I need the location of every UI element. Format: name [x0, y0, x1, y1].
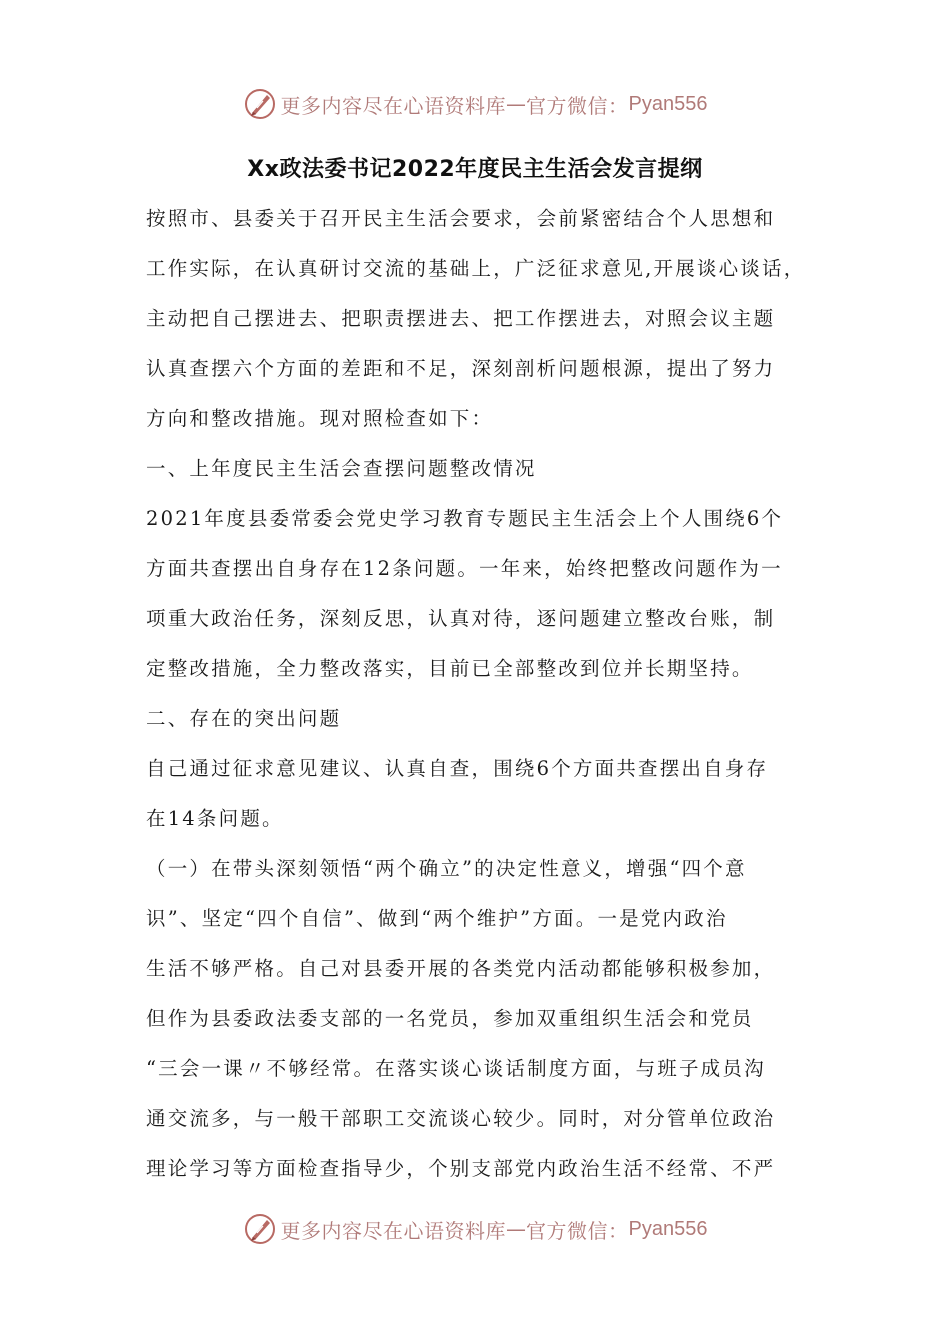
body-line: 主动把自己摆进去、把职责摆进去、把工作摆进去，对照会议主题: [146, 307, 776, 330]
document-title: Xx政法委书记2022年度民主生活会发言提纲: [247, 157, 703, 182]
section-heading: 二、存在的突出问题: [146, 707, 342, 730]
body-line: 识”、坚定“四个自信”、做到“两个维护”方面。一是党内政治: [146, 907, 728, 930]
body-line: 按照市、县委关于召开民主生活会要求，会前紧密结合个人思想和: [146, 207, 776, 230]
body-line: 方面共查摆出自身存在12条问题。一年来，始终把整改问题作为一: [146, 557, 783, 580]
quill-pen-icon: [243, 1212, 277, 1246]
body-line: 2021年度县委常委会党史学习教育专题民主生活会上个人围绕6个: [146, 507, 784, 530]
body-line: 在14条问题。: [146, 807, 284, 830]
banner-slogan: 更多内容尽在心语资料库: [280, 1218, 507, 1243]
banner-dash: —: [506, 1217, 527, 1241]
body-line: 认真查摆六个方面的差距和不足，深刻剖析问题根源，提出了努力: [146, 357, 776, 380]
header-watermark-banner: [0, 82, 950, 126]
body-line: 自己通过征求意见建议、认真自查，围绕6个方面共查摆出自身存: [146, 757, 769, 780]
body-line: 项重大政治任务，深刻反思，认真对待，逐问题建立整改台账，制: [146, 607, 776, 630]
document-body: [146, 198, 808, 1198]
body-line: 理论学习等方面检查指导少，个别支部党内政治生活不经常、不严: [146, 1157, 776, 1180]
section-heading: 一、上年度民主生活会查摆问题整改情况: [146, 457, 537, 480]
body-line: 工作实际，在认真研讨交流的基础上，广泛征求意见,开展谈心谈话，: [146, 257, 806, 280]
banner-slogan: 更多内容尽在心语资料库: [280, 93, 507, 118]
body-line: 生活不够严格。自己对县委开展的各类党内活动都能够积极参加，: [146, 957, 776, 980]
body-line: 方向和整改措施。现对照检查如下：: [146, 407, 494, 430]
banner-wechat-label: 官方微信：: [526, 1218, 629, 1243]
banner-dash: —: [506, 92, 527, 116]
body-line: “三会一课〃不够经常。在落实谈心谈话制度方面，与班子成员沟: [146, 1057, 766, 1080]
banner-wechat-id: Pyan556: [628, 1217, 708, 1240]
body-line: 但作为县委政法委支部的一名党员，参加双重组织生活会和党员: [146, 1007, 754, 1030]
quill-pen-icon: [243, 87, 277, 121]
body-line: 定整改措施，全力整改落实，目前已全部整改到位并长期坚持。: [146, 657, 754, 680]
banner-wechat-id: Pyan556: [628, 92, 708, 115]
body-line: 通交流多，与一般干部职工交流谈心较少。同时，对分管单位政治: [146, 1107, 776, 1130]
body-line: （一）在带头深刻领悟“两个确立”的决定性意义，增强“四个意: [146, 857, 747, 880]
banner-wechat-label: 官方微信：: [526, 93, 629, 118]
footer-watermark-banner: [0, 1207, 950, 1251]
